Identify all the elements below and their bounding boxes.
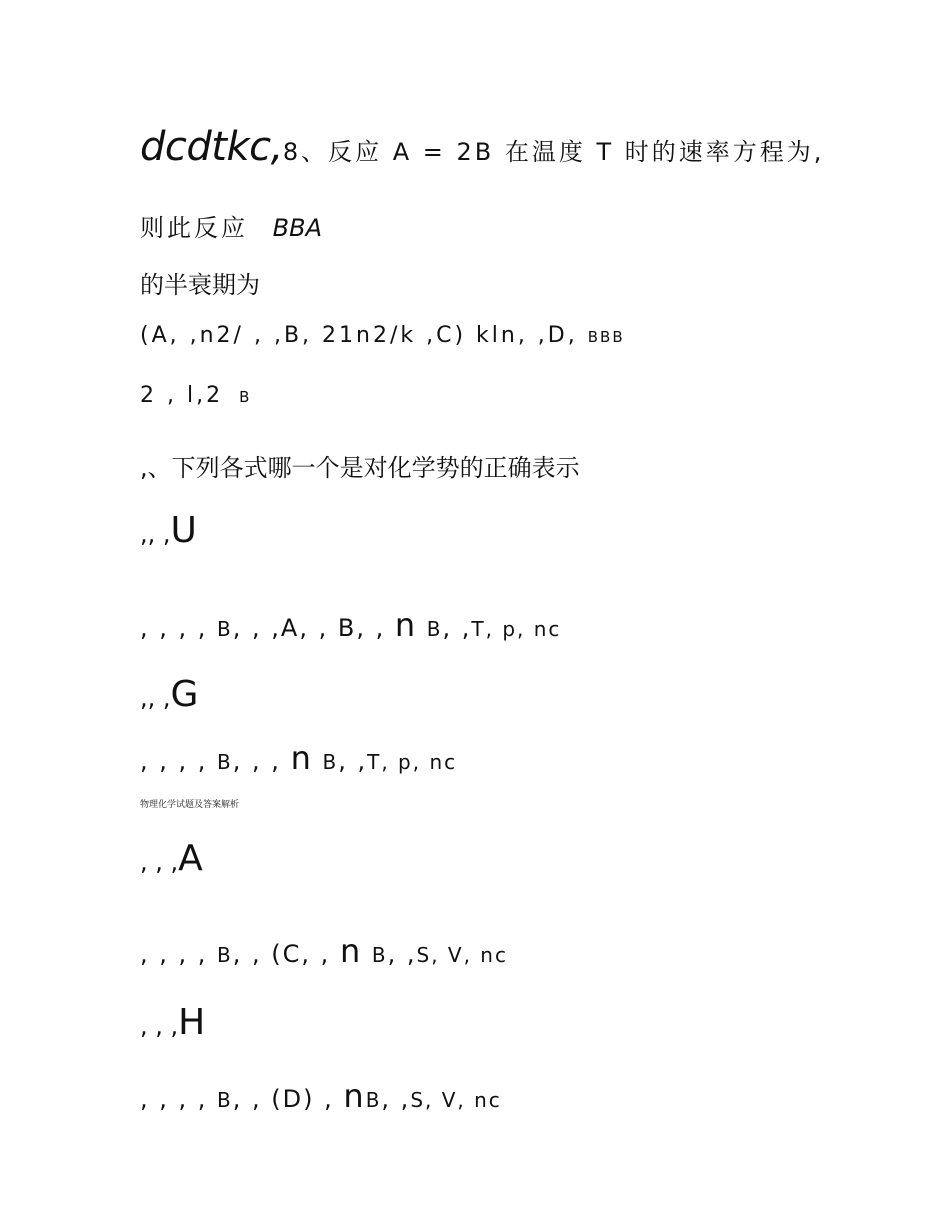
q9-optA-expr-tail: T, p, nc: [471, 617, 562, 641]
q9-optD-label: [140, 1002, 205, 1043]
q9-optC-expr-comma: , ,: [387, 940, 417, 968]
q9-optB-expr-tail: T, p, nc: [367, 750, 458, 774]
q9-optC-expr-b2: B: [371, 943, 388, 967]
q8-line2-text: 则此反应: [140, 214, 248, 242]
q9-optC-expr-tail: S, V, nc: [416, 943, 508, 967]
q9-optA-label-letter: U: [170, 510, 197, 551]
q9-optD-expr-b2: B: [365, 1088, 382, 1112]
q9-optD-expr-comma: , ,: [381, 1085, 411, 1113]
q9-optA-label-prefix: ,, ,: [140, 520, 171, 548]
q9-optD-label-letter: H: [178, 1002, 206, 1043]
q8-options-suffix: BBB: [587, 328, 625, 346]
q9-optA-label: [140, 510, 197, 551]
q9-optA-expr-b2: B: [426, 617, 443, 641]
q9-optC-label-letter: A: [178, 838, 203, 879]
q9-optC-expr-prefix: , , , ,: [140, 940, 208, 968]
q9-optA-expr-comma: , ,: [442, 614, 472, 642]
q8-line5-main: 2 , l,2: [140, 383, 224, 408]
q9-optB-expr-b1: B: [217, 750, 233, 774]
q8-line3: 的半衰期为: [140, 271, 260, 299]
q9-question: ,、下列各式哪一个是对化学势的正确表示: [140, 454, 580, 482]
q9-optB-expression: [140, 739, 457, 777]
q9-optC-label: [140, 838, 203, 879]
q9-optD-expr-b1: B: [217, 1088, 233, 1112]
q9-optA-expr-b1: B: [217, 617, 233, 641]
q9-optA-expr-prefix: , , , ,: [140, 614, 208, 642]
q8-line2: [140, 208, 322, 243]
q9-optB-expr-mid: , , ,: [232, 747, 281, 775]
q9-optB-label: [140, 674, 198, 715]
q8-line5: [140, 383, 251, 408]
q9-optD-expr-tail: S, V, nc: [410, 1088, 502, 1112]
q8-rate-prefix: dcdtkc,: [140, 124, 283, 170]
q9-optD-expr-prefix: , , , ,: [140, 1085, 208, 1113]
q8-question-text: 8、反应 A = 2B 在温度 T 时的速率方程为,: [282, 138, 825, 166]
q9-optC-expr-mid: , , (C, ,: [232, 940, 331, 968]
q9-optC-expr-b1: B: [217, 943, 233, 967]
q9-optD-expression: [140, 1077, 502, 1115]
q8-options: [140, 323, 625, 348]
q8-line1: [140, 124, 824, 170]
q9-optC-expr-n: n: [339, 932, 363, 970]
q8-options-text: (A, ,n2/ , ,B, 21n2/k ,C) kln, ,D,: [140, 323, 578, 348]
q9-optC-label-prefix: , , ,: [140, 848, 179, 876]
q8-line5-suffix: B: [239, 388, 252, 406]
q9-optB-label-prefix: ,, ,: [140, 684, 171, 712]
q9-optD-expr-n: n: [343, 1077, 366, 1115]
q9-optB-label-letter: G: [170, 674, 199, 715]
q8-line2-italic: BBA: [272, 214, 322, 242]
q9-optD-label-prefix: , , ,: [140, 1012, 179, 1040]
q9-optC-expression: [140, 932, 508, 970]
q9-optB-expr-prefix: , , , ,: [140, 747, 208, 775]
q9-optA-expr-mid: , , ,A, , B, ,: [232, 614, 386, 642]
document-footer-note: 物理化学试题及答案解析: [140, 800, 240, 810]
q9-optB-expr-comma: , ,: [338, 747, 368, 775]
q9-optA-expr-n: n: [394, 606, 418, 644]
q9-optB-expr-n: n: [290, 739, 313, 777]
q9-optB-expr-b2: B: [322, 750, 339, 774]
q9-optA-expression: [140, 606, 561, 644]
q9-optD-expr-mid: , , (D) ,: [232, 1085, 334, 1113]
